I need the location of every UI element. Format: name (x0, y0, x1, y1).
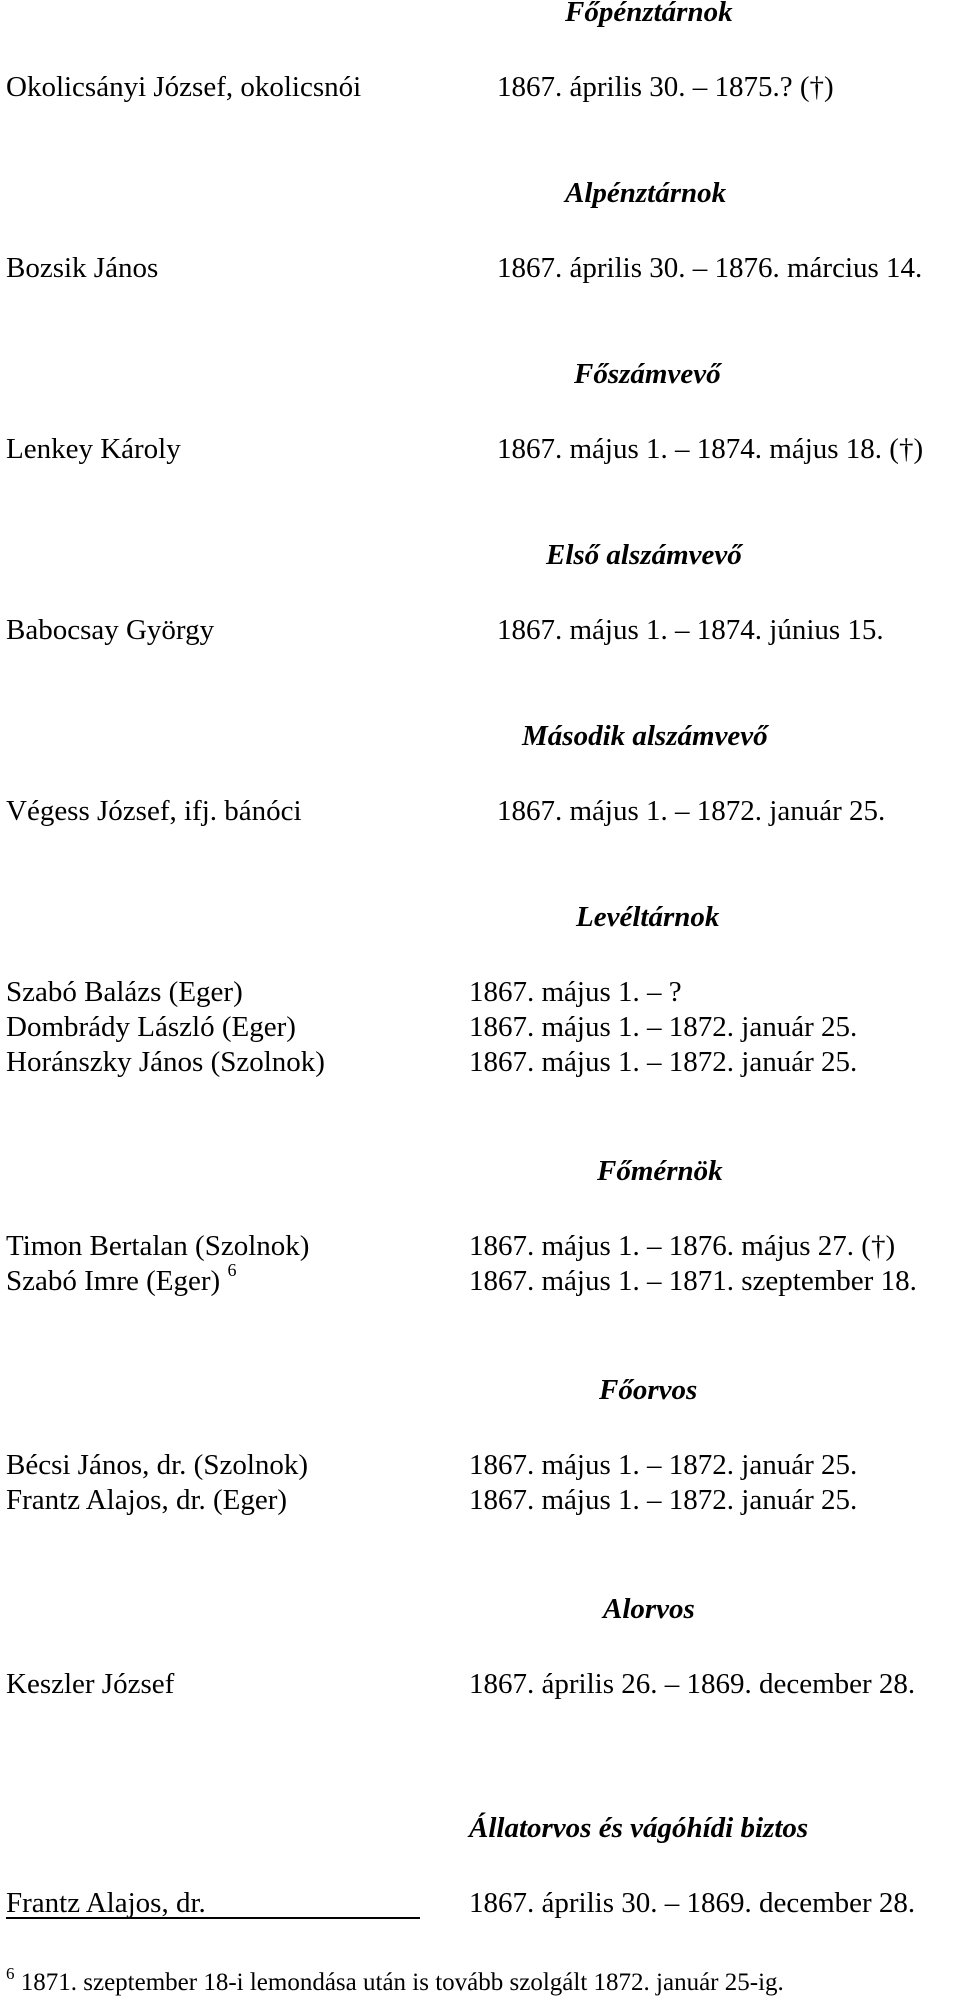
tenure-dates: 1867. május 1. – 1871. szeptember 18. (469, 1265, 917, 1297)
footnote (6, 1965, 784, 2001)
person-name: Okolicsányi József, okolicsnói (6, 71, 362, 103)
section-heading-elso-alszamvevo: Első alszámvevő (546, 539, 742, 571)
tenure-dates: 1867. április 30. – 1876. március 14. (497, 252, 923, 284)
section-heading-masodik-alszamvevo: Második alszámvevő (522, 720, 768, 752)
section-heading-allatorvos: Állatorvos és vágóhídi biztos (469, 1812, 809, 1844)
section-heading-foorvos: Főorvos (599, 1374, 698, 1406)
person-name: Frantz Alajos, dr. (6, 1887, 206, 1919)
tenure-dates: 1867. április 26. – 1869. december 28. (469, 1668, 916, 1700)
person-name: Lenkey Károly (6, 433, 181, 465)
tenure-dates: 1867. május 1. – 1874. május 18. (†) (497, 433, 924, 465)
tenure-dates: 1867. május 1. – 1872. január 25. (469, 1046, 858, 1078)
section-heading-leveltarnok: Levéltárnok (576, 901, 720, 933)
person-name: Szabó Imre (Eger) (6, 1265, 221, 1297)
person-name: Bozsik János (6, 252, 159, 284)
footnote-separator (6, 1917, 420, 1919)
section-heading-alorvos: Alorvos (603, 1593, 695, 1625)
tenure-dates: 1867. május 1. – 1872. január 25. (469, 1011, 858, 1043)
person-name: Szabó Balázs (Eger) (6, 976, 243, 1008)
tenure-dates: 1867. május 1. – 1874. június 15. (497, 614, 884, 646)
person-name: Keszler József (6, 1668, 175, 1700)
footnote-ref: 6 (227, 1260, 237, 1281)
section-heading-alpenztarnok: Alpénztárnok (565, 177, 727, 209)
person-name: Horánszky János (Szolnok) (6, 1046, 325, 1078)
person-name-with-footnote (6, 1260, 237, 1299)
person-name: Frantz Alajos, dr. (Eger) (6, 1484, 288, 1516)
tenure-dates: 1867. április 30. – 1869. december 28. (469, 1887, 916, 1919)
person-name: Babocsay György (6, 614, 215, 646)
tenure-dates: 1867. május 1. – 1872. január 25. (469, 1484, 858, 1516)
person-name: Végess József, ifj. bánóci (6, 795, 302, 827)
person-name: Bécsi János, dr. (Szolnok) (6, 1449, 309, 1481)
footnote-text: 1871. szeptember 18-i lemondása után is tovább szolgált 1872. január 25-ig. (20, 1969, 784, 1996)
section-heading-fomernok: Főmérnök (597, 1155, 723, 1187)
tenure-dates: 1867. május 1. – 1872. január 25. (469, 1449, 858, 1481)
section-heading-fopenztarnok: Főpénztárnok (565, 0, 733, 28)
section-heading-foszamvevo: Főszámvevő (574, 358, 721, 390)
footnote-number: 6 (6, 1963, 15, 1983)
tenure-dates: 1867. május 1. – 1872. január 25. (497, 795, 886, 827)
tenure-dates: 1867. május 1. – ? (469, 976, 682, 1008)
tenure-dates: 1867. április 30. – 1875.? (†) (497, 71, 834, 103)
person-name: Timon Bertalan (Szolnok) (6, 1230, 310, 1262)
person-name: Dombrády László (Eger) (6, 1011, 296, 1043)
tenure-dates: 1867. május 1. – 1876. május 27. (†) (469, 1230, 896, 1262)
